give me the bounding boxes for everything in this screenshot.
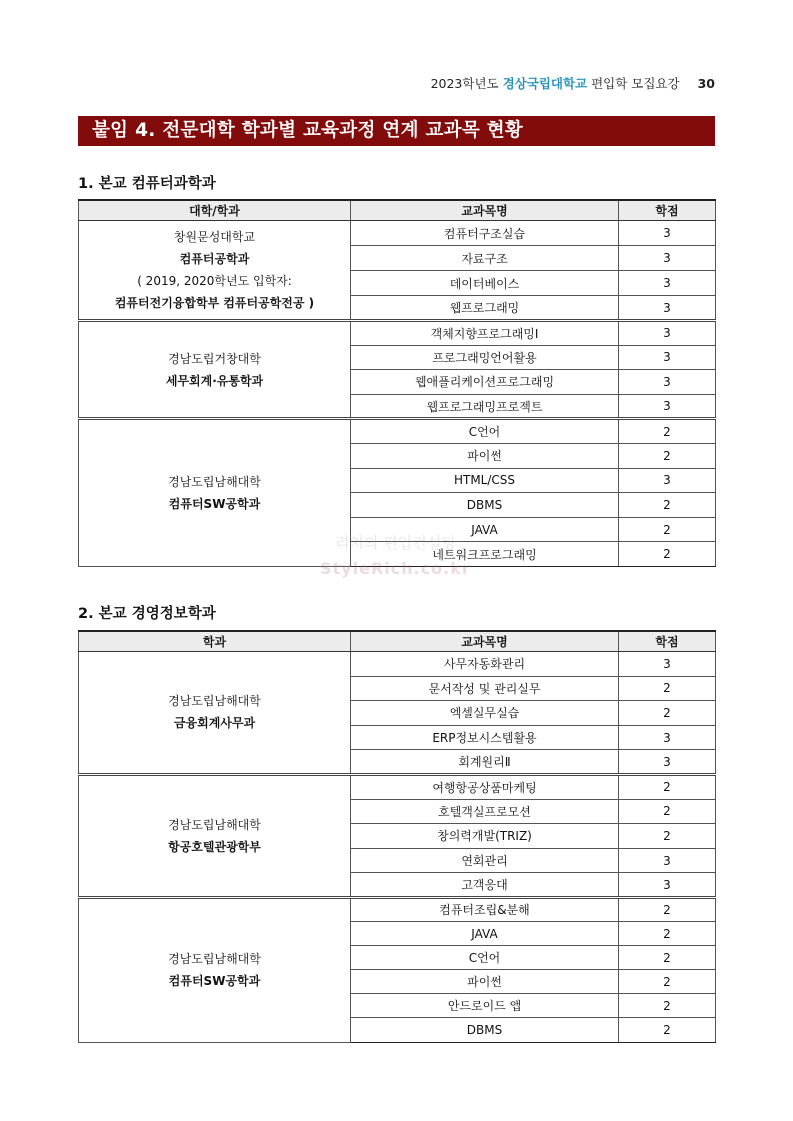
course-name: 호텔객실프로모션	[351, 799, 619, 824]
course-credit: 2	[619, 493, 716, 518]
department-name: 컴퓨터SW공학과	[168, 497, 261, 512]
institution-name: 경남도립거창대학	[168, 351, 261, 366]
course-credit: 2	[619, 799, 716, 824]
course-credit: 2	[619, 1018, 716, 1042]
course-name: 컴퓨터조립&분해	[351, 897, 619, 921]
institution-name: 창원문성대학교	[173, 230, 256, 244]
table-row	[79, 321, 716, 346]
course-credit: 2	[619, 994, 716, 1018]
institution-name: 경남도립남해대학	[168, 817, 261, 832]
course-name: 파이썬	[351, 970, 619, 994]
course-credit: 2	[619, 517, 716, 542]
department-name: 항공호텔관광학부	[168, 839, 261, 854]
course-credit: 3	[619, 345, 716, 370]
course-name: 웹애플리케이션프로그래밍	[351, 370, 619, 395]
course-credit: 2	[619, 970, 716, 994]
column-header: 학점	[619, 631, 716, 652]
section-1-table	[78, 199, 716, 567]
department-name: 세무회계·유통학과	[165, 373, 264, 388]
table-row	[79, 221, 716, 246]
course-name: 여행항공상품마케팅	[351, 774, 619, 799]
course-credit: 2	[619, 676, 716, 701]
course-name: JAVA	[351, 922, 619, 946]
course-name: C언어	[351, 946, 619, 970]
course-credit: 2	[619, 774, 716, 799]
course-credit: 3	[619, 296, 716, 321]
department-name: 금융회계사무과	[173, 716, 256, 731]
course-credit: 3	[619, 370, 716, 395]
course-name: 사무자동화관리	[351, 652, 619, 677]
column-header: 학점	[619, 200, 716, 221]
page-number: 30	[697, 76, 715, 91]
course-name: C언어	[351, 419, 619, 444]
course-name: 문서작성 및 관리실무	[351, 676, 619, 701]
course-credit: 3	[619, 725, 716, 750]
course-credit: 2	[619, 419, 716, 444]
department-name: 컴퓨터SW공학과	[168, 974, 261, 989]
section-2-table	[78, 630, 716, 1043]
course-name: 웹프로그래밍프로젝트	[351, 394, 619, 419]
course-name: DBMS	[351, 493, 619, 518]
course-name: 파이썬	[351, 443, 619, 468]
course-credit: 3	[619, 873, 716, 898]
course-credit: 3	[619, 246, 716, 271]
institution-cell	[79, 652, 351, 775]
course-name: DBMS	[351, 1018, 619, 1042]
appendix-title-banner: 붙임 4. 전문대학 학과별 교육과정 연계 교과목 현황	[78, 116, 715, 146]
course-credit: 3	[619, 652, 716, 677]
course-name: 프로그래밍언어활용	[351, 345, 619, 370]
institution-cell	[79, 897, 351, 1042]
course-credit: 3	[619, 394, 716, 419]
course-name: HTML/CSS	[351, 468, 619, 493]
course-credit: 2	[619, 701, 716, 726]
institution-cell	[79, 774, 351, 897]
course-name: 안드로이드 앱	[351, 994, 619, 1018]
table-row	[79, 419, 716, 444]
course-name: 창의력개발(TRIZ)	[351, 824, 619, 849]
course-credit: 3	[619, 321, 716, 346]
course-credit: 2	[619, 824, 716, 849]
institution-name: 경남도립남해대학	[168, 475, 261, 490]
admission-note-major: 컴퓨터전기융합학부 컴퓨터공학전공 )	[114, 296, 315, 310]
course-name: JAVA	[351, 517, 619, 542]
institution-cell	[79, 419, 351, 567]
table-row	[79, 774, 716, 799]
section-1-title: 1. 본교 컴퓨터과학과	[78, 176, 216, 192]
course-name: 엑셀실무실습	[351, 701, 619, 726]
course-name: 고객응대	[351, 873, 619, 898]
column-header: 교과목명	[351, 631, 619, 652]
course-credit: 3	[619, 848, 716, 873]
course-name: ERP정보시스템활용	[351, 725, 619, 750]
institution-cell	[79, 321, 351, 419]
watermark-line-2: StyleRich.co.kr	[320, 559, 471, 578]
header-prefix: 2023학년도	[430, 76, 499, 91]
section-2-title: 2. 본교 경영정보학과	[78, 606, 216, 622]
course-name: 자료구조	[351, 246, 619, 271]
course-credit: 3	[619, 750, 716, 775]
institution-name: 경남도립남해대학	[168, 952, 261, 967]
department-name: 컴퓨터공학과	[179, 252, 250, 266]
course-name: 웹프로그래밍	[351, 296, 619, 321]
table-header-row	[79, 631, 716, 652]
course-credit: 2	[619, 443, 716, 468]
admission-note: ( 2019, 2020학년도 입학자:	[137, 274, 292, 288]
header-university: 경상국립대학교	[502, 76, 588, 91]
table-row	[79, 897, 716, 921]
page-header	[431, 74, 715, 92]
course-credit: 2	[619, 897, 716, 921]
column-header: 학과	[79, 631, 351, 652]
course-credit: 3	[619, 271, 716, 296]
course-credit: 2	[619, 922, 716, 946]
table-header-row	[79, 200, 716, 221]
institution-name: 경남도립남해대학	[168, 694, 261, 709]
course-credit: 2	[619, 542, 716, 567]
course-credit: 3	[619, 221, 716, 246]
watermark-line-1: 리치의 편입컨설팅	[335, 534, 456, 552]
course-name: 연회관리	[351, 848, 619, 873]
course-name: 컴퓨터구조실습	[351, 221, 619, 246]
institution-cell	[79, 221, 351, 321]
column-header: 대학/학과	[79, 200, 351, 221]
course-credit: 3	[619, 468, 716, 493]
course-name: 회계원리Ⅱ	[351, 750, 619, 775]
course-name: 객체지향프로그래밍Ⅰ	[351, 321, 619, 346]
header-suffix: 편입학 모집요강	[591, 76, 680, 91]
course-name: 데이터베이스	[351, 271, 619, 296]
course-credit: 2	[619, 946, 716, 970]
course-name: 네트워크프로그래밍	[351, 542, 619, 567]
column-header: 교과목명	[351, 200, 619, 221]
table-row	[79, 652, 716, 677]
